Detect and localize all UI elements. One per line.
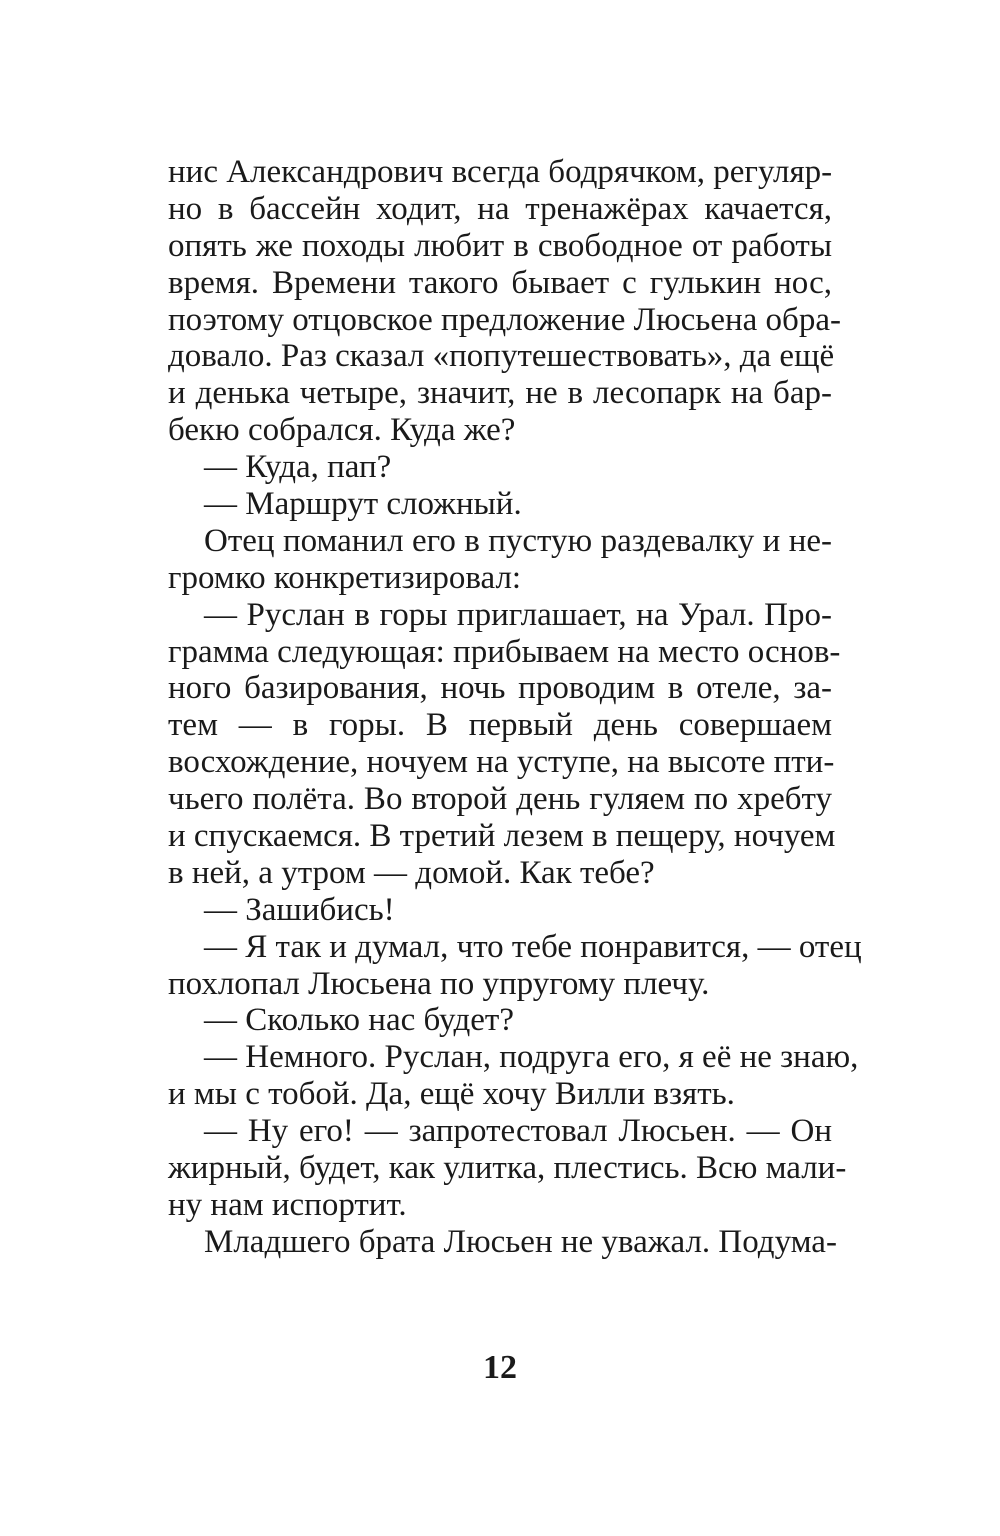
text-line: жирный, будет, как улитка, плестись. Всю мали- [168, 1150, 847, 1187]
text-line: ну нам испортит. [168, 1186, 407, 1223]
body-text [168, 154, 862, 1261]
dialogue-line: — Сколько нас будет? [204, 1002, 514, 1039]
dialogue-line: — Маршрут сложный. [204, 486, 522, 523]
text-line: и денька четыре, значит, не в лесопарк на бар- [168, 375, 832, 412]
text-line: опять же походы любит в свободное от работы [168, 227, 832, 264]
dialogue-line: — Я так и думал, что тебе понравится, — отец [204, 928, 862, 965]
dialogue-line: — Немного. Руслан, подруга его, я её не знаю, [204, 1039, 859, 1076]
text-line: похлопал Люсьена по упругому плечу. [168, 965, 710, 1002]
text-line: громко конкретизировал: [168, 559, 522, 596]
text-line: поэтому отцовское предложение Люсьена обра- [168, 301, 841, 338]
text-line: бекю собрался. Куда же? [168, 412, 516, 449]
page-number: 12 [483, 1349, 517, 1386]
text-line: ного базирования, ночь проводим в отеле, за- [168, 670, 832, 707]
dialogue-line: — Руслан в горы приглашает, на Урал. Про- [204, 596, 832, 633]
text-line: чьего полёта. Во второй день гуляем по хребту [168, 781, 832, 818]
text-line: тем — в горы. В первый день совершаем [168, 707, 832, 744]
text-line: и мы с тобой. Да, ещё хочу Вилли взять. [168, 1076, 735, 1113]
text-line: время. Времени такого бывает с гулькин нос, [168, 264, 832, 301]
dialogue-line: — Зашибись! [204, 891, 395, 928]
text-line: довало. Раз сказал «попутешествовать», да ещё [168, 338, 835, 375]
text-line: грамма следующая: прибываем на место основ- [168, 633, 841, 670]
text-line: но в бассейн ходит, на тренажёрах качается, [168, 190, 832, 227]
paragraph-first-line: Отец поманил его в пустую раздевалку и не- [204, 522, 832, 559]
text-line: восхождение, ночуем на уступе, на высоте пти- [168, 744, 835, 781]
text-line: нис Александрович всегда бодрячком, регуляр- [168, 154, 833, 190]
paragraph-first-line: Младшего брата Люсьен не уважал. Подума- [204, 1223, 837, 1260]
text-line: и спускаемся. В третий лезем в пещеру, ночуем [168, 818, 836, 855]
dialogue-line: — Куда, пап? [204, 449, 392, 486]
dialogue-line: — Ну его! — запротестовал Люсьен. — Он [204, 1113, 832, 1150]
text-line: в ней, а утром — домой. Как тебе? [168, 854, 655, 891]
